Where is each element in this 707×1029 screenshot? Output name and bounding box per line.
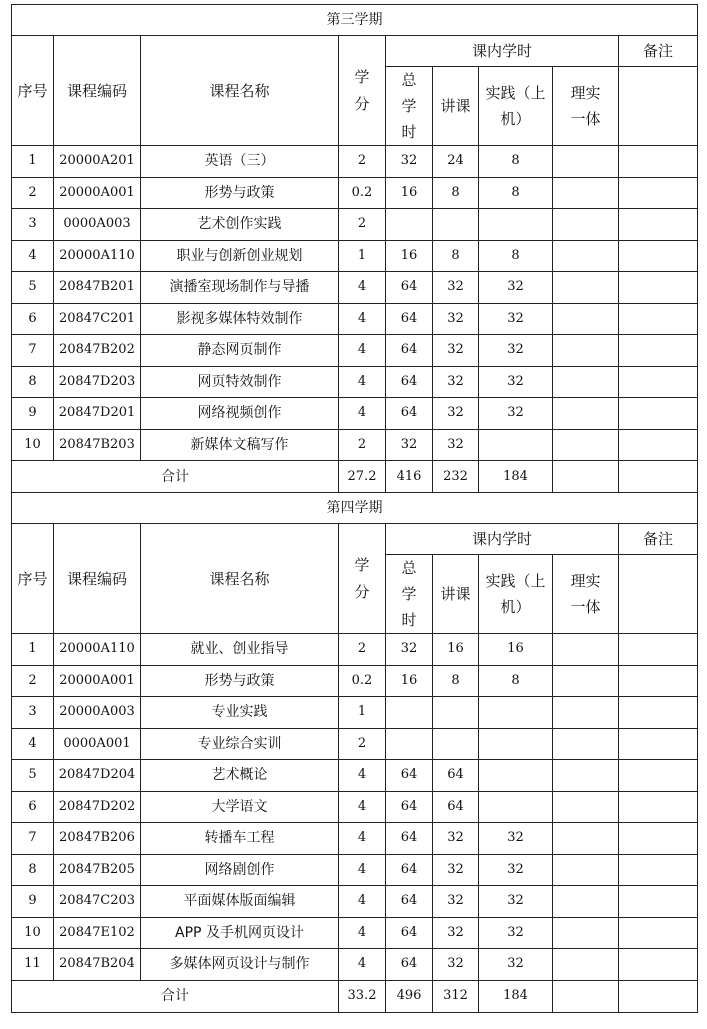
cell-total-hours bbox=[386, 728, 433, 760]
cell-practice bbox=[479, 760, 553, 792]
cell-code: 20000A001 bbox=[54, 177, 141, 209]
cell-total-hours: 64 bbox=[386, 303, 433, 335]
cell-remark bbox=[619, 917, 698, 949]
cell-name: 影视多媒体特效制作 bbox=[141, 303, 339, 335]
cell-remark bbox=[619, 760, 698, 792]
cell-credit: 0.2 bbox=[339, 665, 386, 697]
cell-lecture: 32 bbox=[433, 886, 479, 918]
cell-total-hours: 32 bbox=[386, 634, 433, 666]
header-lecture: 讲课 bbox=[433, 555, 479, 634]
cell-integrated bbox=[553, 823, 619, 855]
cell-total-hours: 64 bbox=[386, 791, 433, 823]
cell-credit: 4 bbox=[339, 272, 386, 304]
cell-lecture: 32 bbox=[433, 335, 479, 367]
cell-code: 20000A110 bbox=[54, 634, 141, 666]
cell-code: 20847D204 bbox=[54, 760, 141, 792]
cell-remark bbox=[619, 303, 698, 335]
cell-total-hours: 64 bbox=[386, 366, 433, 398]
cell-code: 20847C203 bbox=[54, 886, 141, 918]
cell-lecture: 8 bbox=[433, 240, 479, 272]
cell-credit: 2 bbox=[339, 146, 386, 178]
header-remark-blank bbox=[619, 67, 698, 146]
cell-credit: 4 bbox=[339, 303, 386, 335]
cell-practice: 32 bbox=[479, 949, 553, 981]
header-hours-group: 课内学时 bbox=[386, 524, 619, 555]
cell-remark bbox=[619, 823, 698, 855]
cell-lecture: 64 bbox=[433, 791, 479, 823]
total-hours: 496 bbox=[386, 980, 433, 1012]
cell-total-hours: 64 bbox=[386, 398, 433, 430]
cell-seq: 8 bbox=[12, 854, 54, 886]
cell-lecture: 32 bbox=[433, 272, 479, 304]
cell-seq: 7 bbox=[12, 823, 54, 855]
cell-seq: 6 bbox=[12, 303, 54, 335]
table-row bbox=[12, 949, 698, 981]
cell-credit: 2 bbox=[339, 728, 386, 760]
cell-lecture: 64 bbox=[433, 760, 479, 792]
cell-code: 20847B203 bbox=[54, 429, 141, 461]
total-row bbox=[12, 980, 698, 1012]
cell-practice: 32 bbox=[479, 854, 553, 886]
cell-integrated bbox=[553, 728, 619, 760]
header-total-hours: 总学时 bbox=[386, 67, 433, 146]
cell-lecture: 32 bbox=[433, 823, 479, 855]
cell-remark bbox=[619, 854, 698, 886]
total-integrated bbox=[553, 461, 619, 493]
cell-code: 20847D201 bbox=[54, 398, 141, 430]
table-row bbox=[12, 146, 698, 178]
cell-lecture: 32 bbox=[433, 398, 479, 430]
cell-code: 0000A001 bbox=[54, 728, 141, 760]
table-row bbox=[12, 429, 698, 461]
header-lecture: 讲课 bbox=[433, 67, 479, 146]
header-remark: 备注 bbox=[619, 524, 698, 555]
header-hours-group: 课内学时 bbox=[386, 36, 619, 67]
cell-practice: 32 bbox=[479, 366, 553, 398]
cell-name: 静态网页制作 bbox=[141, 335, 339, 367]
cell-name: 平面媒体版面编辑 bbox=[141, 886, 339, 918]
cell-remark bbox=[619, 886, 698, 918]
cell-integrated bbox=[553, 272, 619, 304]
cell-seq: 11 bbox=[12, 949, 54, 981]
cell-name: 艺术概论 bbox=[141, 760, 339, 792]
cell-lecture bbox=[433, 697, 479, 729]
cell-seq: 1 bbox=[12, 634, 54, 666]
table-row bbox=[12, 823, 698, 855]
cell-credit: 4 bbox=[339, 886, 386, 918]
table-row bbox=[12, 760, 698, 792]
cell-credit: 1 bbox=[339, 697, 386, 729]
cell-practice bbox=[479, 697, 553, 729]
total-remark bbox=[619, 461, 698, 493]
total-remark bbox=[619, 980, 698, 1012]
term-title-row bbox=[12, 493, 698, 524]
cell-credit: 4 bbox=[339, 366, 386, 398]
curriculum-document bbox=[11, 4, 697, 1013]
table-row bbox=[12, 366, 698, 398]
cell-code: 20000A003 bbox=[54, 697, 141, 729]
header-code: 课程编码 bbox=[54, 524, 141, 634]
cell-total-hours: 64 bbox=[386, 272, 433, 304]
cell-integrated bbox=[553, 146, 619, 178]
cell-total-hours: 64 bbox=[386, 854, 433, 886]
cell-lecture: 32 bbox=[433, 949, 479, 981]
cell-credit: 4 bbox=[339, 917, 386, 949]
cell-name: 英语（三） bbox=[141, 146, 339, 178]
cell-total-hours bbox=[386, 209, 433, 241]
cell-credit: 2 bbox=[339, 209, 386, 241]
cell-integrated bbox=[553, 791, 619, 823]
cell-name: 大学语文 bbox=[141, 791, 339, 823]
cell-seq: 3 bbox=[12, 209, 54, 241]
cell-remark bbox=[619, 272, 698, 304]
total-row bbox=[12, 461, 698, 493]
term-title: 第四学期 bbox=[12, 493, 698, 524]
table-row bbox=[12, 854, 698, 886]
cell-name: 就业、创业指导 bbox=[141, 634, 339, 666]
header-total-hours: 总学时 bbox=[386, 555, 433, 634]
cell-integrated bbox=[553, 949, 619, 981]
cell-integrated bbox=[553, 665, 619, 697]
cell-practice: 32 bbox=[479, 917, 553, 949]
cell-remark bbox=[619, 366, 698, 398]
header-credit: 学分 bbox=[339, 524, 386, 634]
table-row bbox=[12, 209, 698, 241]
cell-total-hours: 64 bbox=[386, 335, 433, 367]
total-practice: 184 bbox=[479, 980, 553, 1012]
cell-remark bbox=[619, 949, 698, 981]
table-row bbox=[12, 791, 698, 823]
cell-name: 多媒体网页设计与制作 bbox=[141, 949, 339, 981]
cell-code: 20847B201 bbox=[54, 272, 141, 304]
cell-remark bbox=[619, 209, 698, 241]
header-seq: 序号 bbox=[12, 36, 54, 146]
header-integrated: 理实一体 bbox=[553, 555, 619, 634]
cell-seq: 7 bbox=[12, 335, 54, 367]
cell-remark bbox=[619, 398, 698, 430]
cell-total-hours: 16 bbox=[386, 177, 433, 209]
cell-integrated bbox=[553, 886, 619, 918]
total-practice: 184 bbox=[479, 461, 553, 493]
table-row bbox=[12, 917, 698, 949]
cell-name: 艺术创作实践 bbox=[141, 209, 339, 241]
cell-practice: 8 bbox=[479, 665, 553, 697]
table-row bbox=[12, 240, 698, 272]
cell-lecture: 24 bbox=[433, 146, 479, 178]
cell-code: 20847D202 bbox=[54, 791, 141, 823]
header-credit: 学分 bbox=[339, 36, 386, 146]
total-hours: 416 bbox=[386, 461, 433, 493]
cell-remark bbox=[619, 634, 698, 666]
header-name: 课程名称 bbox=[141, 36, 339, 146]
cell-name: 网络视频创作 bbox=[141, 398, 339, 430]
cell-seq: 9 bbox=[12, 886, 54, 918]
cell-integrated bbox=[553, 240, 619, 272]
total-credit: 27.2 bbox=[339, 461, 386, 493]
cell-integrated bbox=[553, 634, 619, 666]
header-remark: 备注 bbox=[619, 36, 698, 67]
cell-integrated bbox=[553, 303, 619, 335]
cell-credit: 2 bbox=[339, 634, 386, 666]
term-title-row bbox=[12, 5, 698, 36]
cell-practice: 32 bbox=[479, 272, 553, 304]
cell-practice: 8 bbox=[479, 146, 553, 178]
cell-name: 转播车工程 bbox=[141, 823, 339, 855]
cell-seq: 3 bbox=[12, 697, 54, 729]
cell-total-hours: 64 bbox=[386, 949, 433, 981]
cell-name: 专业综合实训 bbox=[141, 728, 339, 760]
table-row bbox=[12, 728, 698, 760]
cell-code: 20847B206 bbox=[54, 823, 141, 855]
cell-lecture: 8 bbox=[433, 177, 479, 209]
cell-seq: 10 bbox=[12, 429, 54, 461]
cell-remark bbox=[619, 335, 698, 367]
cell-seq: 6 bbox=[12, 791, 54, 823]
table-row bbox=[12, 272, 698, 304]
cell-seq: 8 bbox=[12, 366, 54, 398]
cell-integrated bbox=[553, 209, 619, 241]
cell-code: 20847B202 bbox=[54, 335, 141, 367]
cell-integrated bbox=[553, 177, 619, 209]
cell-seq: 5 bbox=[12, 760, 54, 792]
table-row bbox=[12, 886, 698, 918]
table-row bbox=[12, 634, 698, 666]
cell-seq: 2 bbox=[12, 177, 54, 209]
header-code: 课程编码 bbox=[54, 36, 141, 146]
cell-practice: 32 bbox=[479, 823, 553, 855]
term-title: 第三学期 bbox=[12, 5, 698, 36]
cell-remark bbox=[619, 665, 698, 697]
cell-lecture: 16 bbox=[433, 634, 479, 666]
cell-name: 新媒体文稿写作 bbox=[141, 429, 339, 461]
header-practice: 实践（上机） bbox=[479, 67, 553, 146]
cell-practice bbox=[479, 429, 553, 461]
cell-remark bbox=[619, 429, 698, 461]
cell-name: 演播室现场制作与导播 bbox=[141, 272, 339, 304]
cell-credit: 4 bbox=[339, 791, 386, 823]
cell-code: 20847B204 bbox=[54, 949, 141, 981]
cell-lecture: 32 bbox=[433, 303, 479, 335]
cell-credit: 4 bbox=[339, 760, 386, 792]
cell-practice bbox=[479, 791, 553, 823]
cell-integrated bbox=[553, 429, 619, 461]
cell-seq: 4 bbox=[12, 728, 54, 760]
cell-seq: 1 bbox=[12, 146, 54, 178]
cell-total-hours: 16 bbox=[386, 240, 433, 272]
cell-total-hours: 16 bbox=[386, 665, 433, 697]
cell-integrated bbox=[553, 335, 619, 367]
cell-remark bbox=[619, 791, 698, 823]
cell-lecture: 32 bbox=[433, 854, 479, 886]
cell-total-hours bbox=[386, 697, 433, 729]
cell-code: 0000A003 bbox=[54, 209, 141, 241]
total-lecture: 232 bbox=[433, 461, 479, 493]
cell-code: 20000A201 bbox=[54, 146, 141, 178]
cell-credit: 2 bbox=[339, 429, 386, 461]
cell-practice: 32 bbox=[479, 398, 553, 430]
cell-credit: 0.2 bbox=[339, 177, 386, 209]
cell-code: 20847B205 bbox=[54, 854, 141, 886]
cell-code: 20847E102 bbox=[54, 917, 141, 949]
table-row bbox=[12, 177, 698, 209]
cell-integrated bbox=[553, 366, 619, 398]
cell-integrated bbox=[553, 917, 619, 949]
cell-code: 20847D203 bbox=[54, 366, 141, 398]
cell-name: 形势与政策 bbox=[141, 665, 339, 697]
cell-lecture: 32 bbox=[433, 429, 479, 461]
cell-practice: 32 bbox=[479, 303, 553, 335]
table-body bbox=[12, 5, 698, 1013]
cell-total-hours: 64 bbox=[386, 886, 433, 918]
cell-integrated bbox=[553, 854, 619, 886]
cell-code: 20847C201 bbox=[54, 303, 141, 335]
cell-integrated bbox=[553, 398, 619, 430]
cell-credit: 4 bbox=[339, 398, 386, 430]
total-label: 合计 bbox=[12, 461, 339, 493]
cell-remark bbox=[619, 697, 698, 729]
cell-seq: 5 bbox=[12, 272, 54, 304]
total-lecture: 312 bbox=[433, 980, 479, 1012]
header-seq: 序号 bbox=[12, 524, 54, 634]
cell-credit: 4 bbox=[339, 854, 386, 886]
table-row bbox=[12, 398, 698, 430]
cell-credit: 4 bbox=[339, 335, 386, 367]
cell-name: 职业与创新创业规划 bbox=[141, 240, 339, 272]
cell-code: 20000A001 bbox=[54, 665, 141, 697]
cell-code: 20000A110 bbox=[54, 240, 141, 272]
header-practice: 实践（上机） bbox=[479, 555, 553, 634]
table-row bbox=[12, 697, 698, 729]
cell-name: 形势与政策 bbox=[141, 177, 339, 209]
cell-seq: 9 bbox=[12, 398, 54, 430]
header-row bbox=[12, 36, 698, 67]
table-row bbox=[12, 665, 698, 697]
cell-credit: 1 bbox=[339, 240, 386, 272]
cell-practice: 8 bbox=[479, 240, 553, 272]
cell-name: 网页特效制作 bbox=[141, 366, 339, 398]
cell-practice: 16 bbox=[479, 634, 553, 666]
table-row bbox=[12, 335, 698, 367]
table-row bbox=[12, 303, 698, 335]
cell-name: 网络剧创作 bbox=[141, 854, 339, 886]
cell-lecture bbox=[433, 209, 479, 241]
cell-integrated bbox=[553, 697, 619, 729]
cell-lecture bbox=[433, 728, 479, 760]
curriculum-table bbox=[11, 4, 698, 1013]
cell-total-hours: 64 bbox=[386, 823, 433, 855]
cell-total-hours: 64 bbox=[386, 760, 433, 792]
cell-total-hours: 64 bbox=[386, 917, 433, 949]
cell-integrated bbox=[553, 760, 619, 792]
cell-seq: 2 bbox=[12, 665, 54, 697]
header-row bbox=[12, 524, 698, 555]
cell-name: 专业实践 bbox=[141, 697, 339, 729]
cell-practice: 8 bbox=[479, 177, 553, 209]
total-credit: 33.2 bbox=[339, 980, 386, 1012]
cell-total-hours: 32 bbox=[386, 146, 433, 178]
cell-practice bbox=[479, 209, 553, 241]
header-integrated: 理实一体 bbox=[553, 67, 619, 146]
header-remark-blank bbox=[619, 555, 698, 634]
cell-seq: 10 bbox=[12, 917, 54, 949]
total-label: 合计 bbox=[12, 980, 339, 1012]
cell-practice: 32 bbox=[479, 886, 553, 918]
cell-practice: 32 bbox=[479, 335, 553, 367]
cell-credit: 4 bbox=[339, 823, 386, 855]
cell-credit: 4 bbox=[339, 949, 386, 981]
cell-practice bbox=[479, 728, 553, 760]
cell-remark bbox=[619, 146, 698, 178]
cell-seq: 4 bbox=[12, 240, 54, 272]
cell-name: APP 及手机网页设计 bbox=[141, 917, 339, 949]
cell-lecture: 32 bbox=[433, 917, 479, 949]
header-name: 课程名称 bbox=[141, 524, 339, 634]
cell-total-hours: 32 bbox=[386, 429, 433, 461]
cell-lecture: 8 bbox=[433, 665, 479, 697]
cell-remark bbox=[619, 177, 698, 209]
cell-lecture: 32 bbox=[433, 366, 479, 398]
total-integrated bbox=[553, 980, 619, 1012]
cell-remark bbox=[619, 728, 698, 760]
cell-remark bbox=[619, 240, 698, 272]
